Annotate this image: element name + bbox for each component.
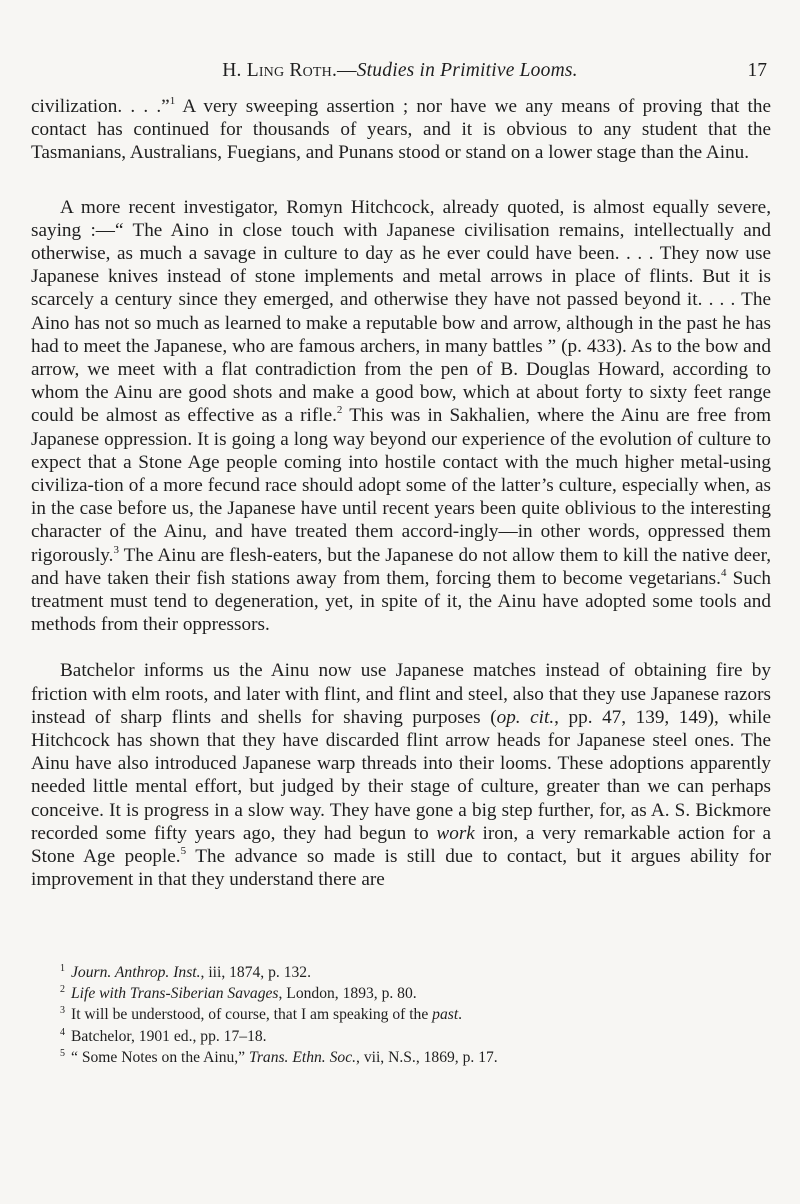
footnote-5 xyxy=(60,1047,770,1068)
footnote-ref-3: 3 xyxy=(113,543,119,556)
author-initial: H. xyxy=(222,60,242,81)
paragraph-2 xyxy=(31,196,771,637)
journal-title: Studies in Primitive Looms. xyxy=(356,60,578,81)
footnote-text: , iii, 1874, p. 132. xyxy=(200,964,311,981)
footnote-number: 2 xyxy=(60,984,65,996)
title-separator: .— xyxy=(331,60,357,81)
footnote-ref-5: 5 xyxy=(180,845,187,858)
footnote-text: “ Some Notes on the Ainu,” xyxy=(71,1048,250,1066)
footnote-italic: Life with Trans-Siberian Savages xyxy=(71,985,279,1003)
footnote-ref-2: 2 xyxy=(336,404,343,417)
footnote-ref-4: 4 xyxy=(720,566,727,579)
footnote-italic: past xyxy=(432,1006,459,1024)
body-text xyxy=(31,95,771,892)
running-header xyxy=(31,60,769,84)
footnote-3 xyxy=(60,1004,770,1025)
text-run: A very sweeping assertion ; nor have we any means of proving that the contact has continued for thousands of years, and it is obvious to any student that the Tasmanians, Australians, Fuegians, and Punans stood or stand on a lower stage than the Ainu. xyxy=(31,96,771,164)
italic-citation: op. cit. xyxy=(496,706,555,728)
text-run: Batchelor informs us the Ainu now use Japanese matches instead of obtaining fire by friction with elm roots, and later with flint, and flint and steel, also that they use Japanese razors instead of sharp flints and shells for shaving purposes ( xyxy=(31,660,771,728)
paragraph-3 xyxy=(31,659,771,891)
footnote-text: , vii, N.S., 1869, p. 17. xyxy=(356,1048,498,1066)
footnote-ref-1: 1 xyxy=(169,95,176,107)
text-run: A more recent investigator, Romyn Hitchcock, already quoted, is almost equally severe, saying :—“ The Aino in close touch with Japanese civilisation remains, intellectually and otherwise, as much a savage in culture to day as he ever could have been. . . . They now use Japanese knives instead of stone implements and metal arrows in place of flints. But it is scarcely a century since they emerged, and otherwise they have not passed beyond it. . . . The Aino has not so much as learned to make a reputable bow and arrow, although in the past he has had to meet the Japanese, who are famous archers, in many battles ” (p. 433). As to the bow and arrow, we meet with a flat contradiction from the pen of B. Douglas Howard, according to whom the Ainu are good shots and make a good bow, which at about forty to sixty feet range could be almost as effective as a rifle. xyxy=(31,196,771,427)
text-run: civilization. . . .” xyxy=(31,96,170,117)
text-run: The advance so made is still due to contact, but it argues ability for improvement in that they understand there are xyxy=(31,846,771,891)
text-run: Such treatment must tend to degeneration, yet, in spite of it, the Ainu have adopted some tools and methods from their oppressors. xyxy=(31,567,771,636)
footnotes xyxy=(60,962,770,1068)
footnote-italic: Trans. Ethn. Soc. xyxy=(249,1048,357,1066)
footnote-number: 3 xyxy=(60,1005,65,1017)
footnote-number: 1 xyxy=(60,963,65,974)
running-title xyxy=(31,60,769,82)
footnote-text: It will be understood, of course, that I am speaking of the xyxy=(71,1006,433,1024)
text-run: iron, a very remarkable action for a Stone Age people. xyxy=(31,822,772,868)
page-number: 17 xyxy=(747,60,767,81)
author-name: Ling Roth xyxy=(246,60,332,81)
text-run: , pp. 47, 139, 149), while Hitchcock has shown that they have discarded flint arrow heads for Japanese steel ones. The Ainu have also introduced Japanese warp threads into their looms. These adoptions apparently needed little mental effort, but judged by their stage of culture, greater than we can perhaps conceive. It is progress in a slow way. They have gone a big step further, for, as A. S. Bickmore recorded some fifty years ago, they had begun to xyxy=(31,706,771,844)
footnote-number: 5 xyxy=(60,1047,65,1059)
text-run: The Ainu are flesh-eaters, but the Japanese do not allow them to kill the native deer, and have taken their fish stations away from them, forcing them to become vegetarians. xyxy=(31,544,771,589)
footnote-2 xyxy=(60,983,770,1004)
italic-word: work xyxy=(436,822,475,844)
footnote-text: , London, 1893, p. 80. xyxy=(278,985,417,1003)
paragraph-1 xyxy=(31,95,771,165)
footnote-text: Batchelor, 1901 ed., pp. 17–18. xyxy=(71,1027,267,1045)
footnote-4 xyxy=(60,1026,770,1047)
footnote-1 xyxy=(60,962,770,983)
text-run: This was in Sakhalien, where the Ainu are free from Japanese oppression. It is going a long way beyond our experience of the evolution of culture to expect that a Stone Age people coming into hostile contact with the much higher metal-using civiliza-tion of a more fecund race should adopt some of the latter’s culture, especially when, as in the case before us, the Japanese have until recent years been quite oblivious to the interesting character of the Ainu, and have treated them accord-ingly—in other words, oppressed them rigorously. xyxy=(31,405,771,566)
footnote-text: . xyxy=(458,1006,463,1024)
footnote-italic: Journ. Anthrop. Inst. xyxy=(71,964,201,981)
footnote-number: 4 xyxy=(60,1026,65,1038)
